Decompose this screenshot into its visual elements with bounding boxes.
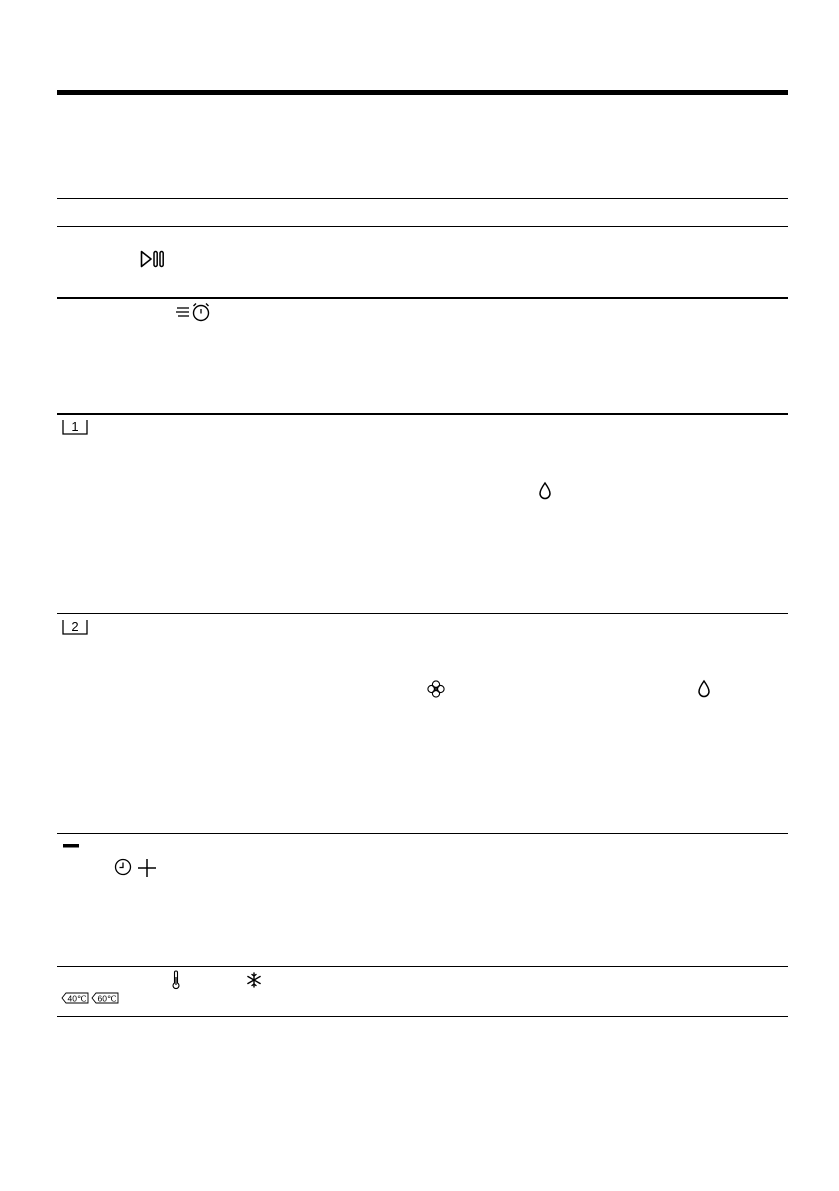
minus-icon [63,843,79,849]
table-rule-7 [57,966,788,967]
snowflake-icon [246,972,262,988]
program-1-badge-text: 1 [71,419,79,434]
water-drop-icon [538,482,552,500]
plus-icon [137,858,157,878]
top-rule [57,90,788,95]
table-rule-1 [57,198,788,199]
temp-40-icon [61,992,89,1004]
temp-60-label: 60℃ [97,993,117,1004]
water-drop-icon [697,680,711,698]
table-rule-6 [57,833,788,834]
table-rule-5 [57,613,788,614]
table-rule-3 [57,297,788,299]
temp-40-label: 40℃ [67,993,87,1004]
program-2-icon [62,618,88,636]
clock-icon [114,858,132,876]
program-2-badge-text: 2 [71,619,79,634]
flower-icon [427,680,445,698]
play-pause-icon [140,250,166,268]
table-rule-2 [57,226,788,227]
program-1-icon [62,418,88,436]
table-rule-4 [57,413,788,415]
end-time-alarm-icon [175,302,213,322]
thermometer-icon [172,970,180,990]
table-rule-8 [57,1016,788,1017]
temp-60-icon [91,992,119,1004]
